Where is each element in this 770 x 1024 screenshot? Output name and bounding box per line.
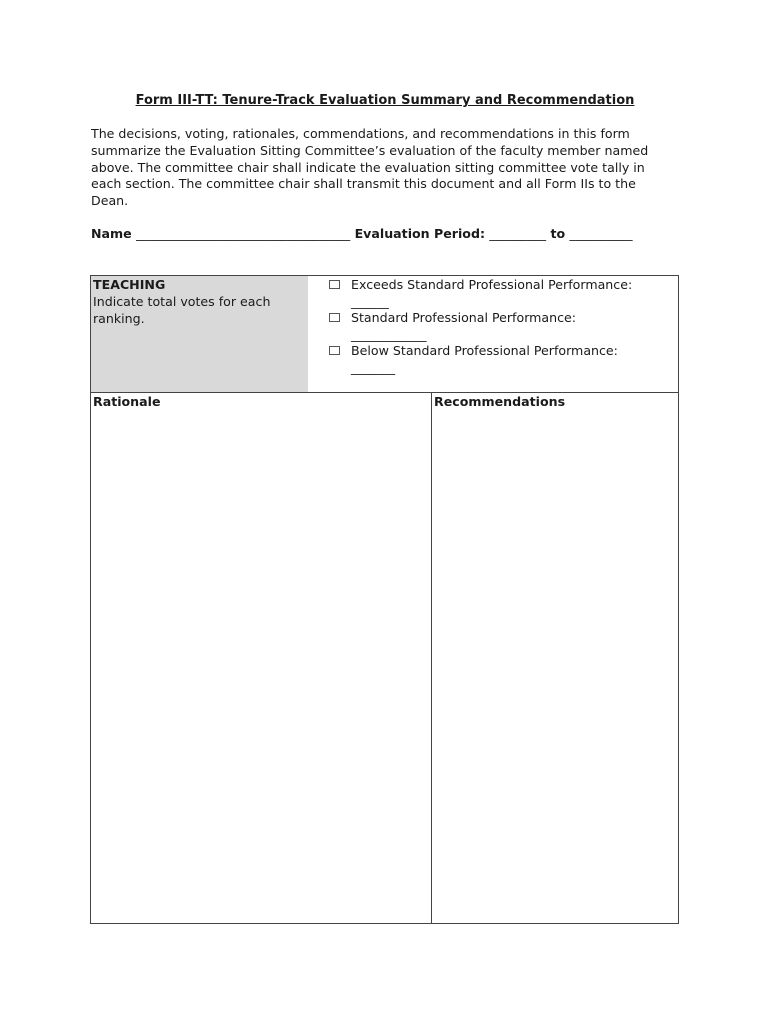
form-intro-text: The decisions, voting, rationales, commendations, and recommendations in this form summarize the Evaluation Sitting Committee’s evaluation of the faculty member named above. The committee chair shall indicate the evaluation sitting committee vote tally in each section. The committee chair shall transmit this document and all Form IIs to the Dean. xyxy=(91,126,649,209)
option-exceeds-standard xyxy=(329,277,669,311)
name-field[interactable]: __________________________________ xyxy=(136,226,351,241)
rationale-cell[interactable] xyxy=(90,392,432,924)
teaching-ranking-options xyxy=(308,275,679,393)
teaching-label: TEACHING xyxy=(93,277,166,292)
teaching-instruction: Indicate total votes for each ranking. xyxy=(93,293,271,326)
period-from-field[interactable]: _________ xyxy=(489,226,547,241)
evaluation-period-label: Evaluation Period: xyxy=(354,226,486,241)
standard-checkbox[interactable] xyxy=(329,313,340,322)
option-standard xyxy=(329,310,669,344)
exceeds-standard-checkbox[interactable] xyxy=(329,280,340,289)
standard-votes-field[interactable]: ____________ xyxy=(351,326,427,342)
teaching-header-cell xyxy=(90,275,309,393)
period-to-field[interactable]: __________ xyxy=(569,226,633,241)
recommendations-label: Recommendations xyxy=(434,394,566,409)
rationale-label: Rationale xyxy=(93,394,161,409)
recommendations-cell[interactable] xyxy=(431,392,679,924)
exceeds-standard-votes-field[interactable]: ______ xyxy=(351,293,389,309)
form-title: Form III-TT: Tenure-Track Evaluation Summary and Recommendation xyxy=(135,93,635,108)
below-standard-votes-field[interactable]: _______ xyxy=(351,359,396,375)
standard-label: Standard Professional Performance: xyxy=(351,310,577,325)
option-below-standard xyxy=(329,343,669,377)
period-to-label: to xyxy=(550,226,566,241)
exceeds-standard-label: Exceeds Standard Professional Performance: xyxy=(351,277,633,292)
below-standard-label: Below Standard Professional Performance: xyxy=(351,343,618,358)
name-period-line xyxy=(91,225,671,242)
name-label: Name xyxy=(91,226,132,241)
below-standard-checkbox[interactable] xyxy=(329,346,340,355)
